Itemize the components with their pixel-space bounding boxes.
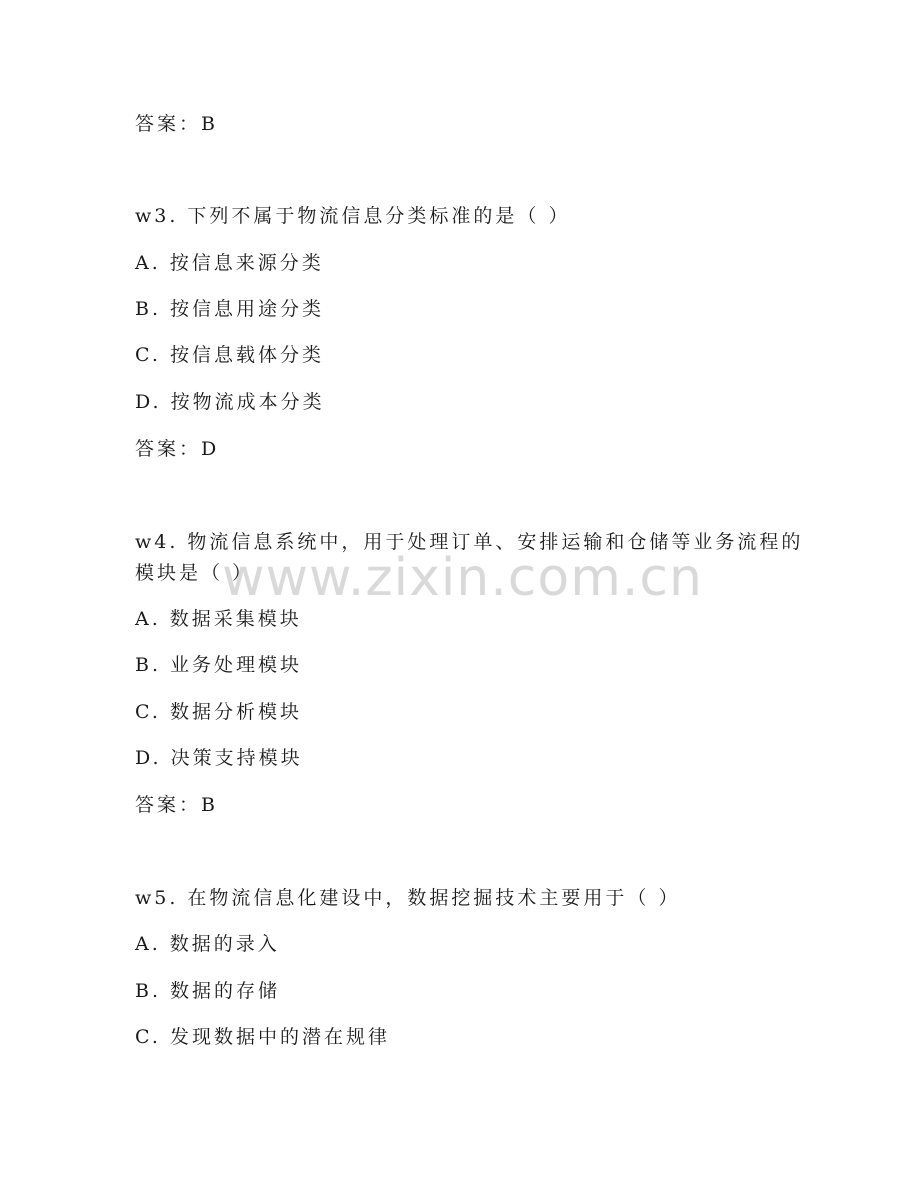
- q5-option-a: A. 数据的录入: [135, 933, 280, 955]
- q5-option-b: B. 数据的存储: [135, 980, 281, 1002]
- q3-option-a: A. 按信息来源分类: [135, 252, 324, 274]
- question-4-line-2: 模块是（ ）: [135, 562, 255, 584]
- answer-prev: 答案：B: [135, 113, 218, 135]
- q3-option-c: C. 按信息载体分类: [135, 344, 324, 366]
- q4-option-b: B. 业务处理模块: [135, 654, 303, 676]
- question-4-line-1: w4. 物流信息系统中，用于处理订单、安排运输和仓储等业务流程的: [135, 531, 804, 553]
- question-5: w5. 在物流信息化建设中，数据挖掘技术主要用于（ ）: [135, 887, 681, 909]
- q4-option-d: D. 决策支持模块: [135, 747, 303, 769]
- q4-option-c: C. 数据分析模块: [135, 701, 302, 723]
- q5-option-c: C. 发现数据中的潜在规律: [135, 1026, 390, 1048]
- q4-option-a: A. 数据采集模块: [135, 608, 302, 630]
- q3-option-d: D. 按物流成本分类: [135, 391, 325, 413]
- q3-option-b: B. 按信息用途分类: [135, 298, 325, 320]
- q4-answer: 答案：B: [135, 794, 218, 816]
- watermark: www.zixin.com.cn: [222, 548, 703, 608]
- question-3: w3. 下列不属于物流信息分类标准的是（ ）: [135, 205, 571, 227]
- q3-answer: 答案：D: [135, 438, 220, 460]
